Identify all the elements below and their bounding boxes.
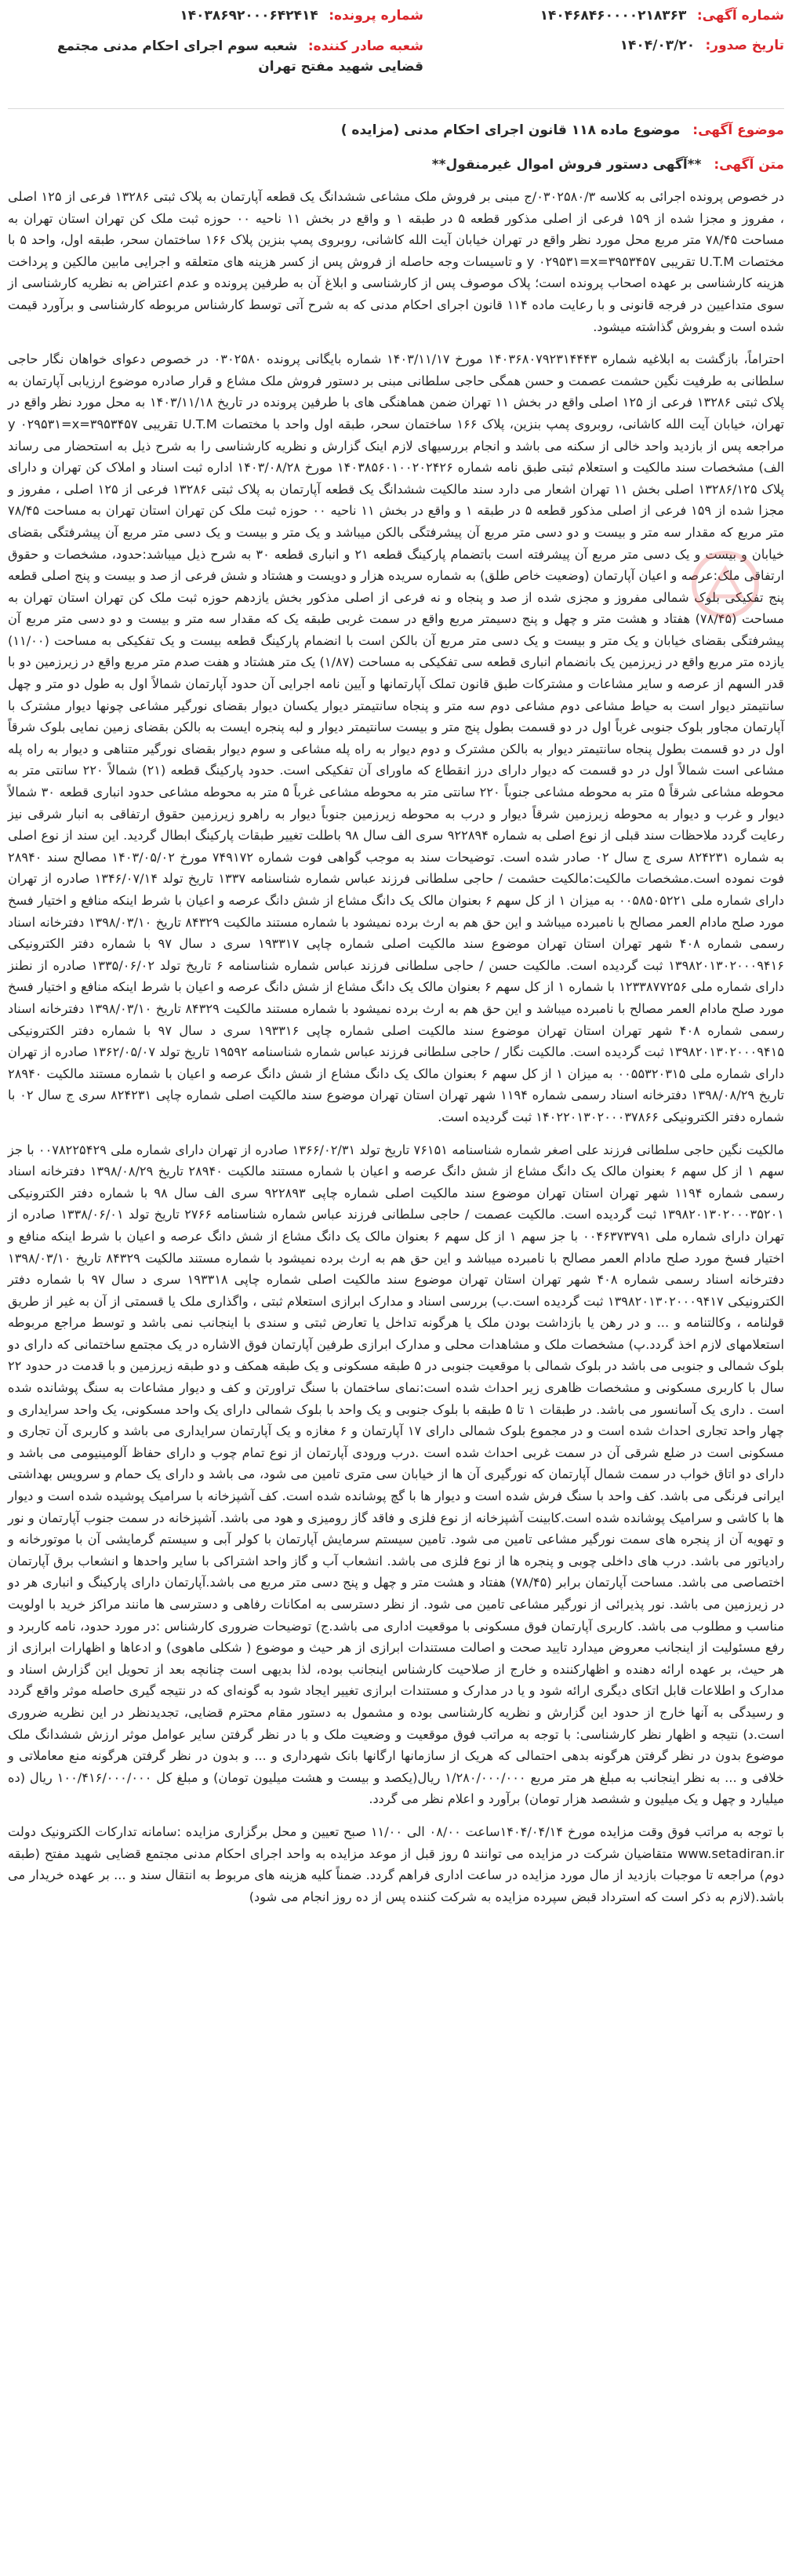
branch-value: شعبه سوم اجرای احکام مدنی مجتمع قضایی شهید مفتح تهران bbox=[56, 38, 423, 75]
ad-text-title: **آگهی دستور فروش اموال غیرمنقول** bbox=[431, 157, 702, 173]
notice-paragraph-1: در خصوص پرونده اجرائی به کلاسه ۰۳۰۲۵۸۰/۳/ج مبنی بر فروش ملک مشاعی ششدانگ یک قطعه آپارتمان به پلاک ثبتی ۱۳۲۸۶ فرعی از ۱۲۵ اصلی ، مفروز و مجزا شده از ۱۵۹ فرعی از اصلی مذکور قطعه ۵ در طبقه ۱ و واقع در بخش ۱۱ ناحیه ۰۰ حوزه ثبت ملک کن تهران استان تهران به مساحت ۷۸/۴۵ متر مربع محل مورد نظر واقع در تهران خیابان آیت الله کاشانی، روبروی پمپ بنزین پلاک ۱۶۶ ساختمان سحر، طبقه اول، واحد ۵ با مختصات U.T.M تقریبی ۳۹۵۳۴۵۷=y ۰۲۹۵۳۱=x و تاسیسات وجه حاصله از فروش پس از کسر هزینه های متعلقه و اجرایی مابین مالکین و پرداخت هزینه کارشناسی بر عهده اصحاب پرونده است؛ پلاک موصوف پس از کارشناسی و ابلاغ آن به طرفین پرونده و عدم اعتراض به نظریه کارشناسی از سوی متداعیین در فرجه قانونی و با رعایت ماده ۱۱۴ قانون اجرای احکام مدنی که به شرح آتی توسط کارشناس مربوطه کارشناسی و برآورد قیمت شده است و بفروش گذاشته میشود. bbox=[8, 189, 784, 334]
ad-text-label: متن آگهی: bbox=[714, 157, 784, 173]
notice-body bbox=[8, 186, 784, 1907]
issue-date-value: ۱۴۰۴/۰۳/۲۰ bbox=[619, 38, 696, 53]
subject-row bbox=[8, 120, 784, 140]
notice-header bbox=[8, 5, 784, 109]
notice-paragraph-2: احتراماً، بازگشت به ابلاغیه شماره ۱۴۰۳۶۸۰۷۹۲۳۱۴۴۴۳ مورخ ۱۴۰۳/۱۱/۱۷ شماره بایگانی پرونده ۰۳۰۲۵۸۰ در خصوص دعوای خواهان نگار حاجی سلطانی به طرفیت نگین حشمت عصمت و حسن همگی حاجی سلطانی مبنی بر دستور فروش ملک مشاع و قرار صادره موضوع ارزیابی آپارتمان به پلاک ثبتی ۱۳۲۸۶ فرعی از ۱۲۵ اصلی واقع در بخش ۱۱ تهران ضمن هماهنگی های با طرفین پرونده در تاریخ ۱۴۰۳/۱۱/۱۸ به محل مورد نظر واقع در تهران، خیابان آیت الله کاشانی، روبروی پمپ بنزین، پلاک ۱۶۶ ساختمان سحر، طبقه اول واحد با مختصات U.T.M تقریبی ۳۹۵۳۴۵۷=y ۰۲۹۵۳۱=x مراجعه پس از بازدید واحد خالی از سکنه می باشد و انجام بررسیهای لازم اینک گزارش و نظریه کارشناسی را به شرح ذیل به استحضار می رساند الف) مشخصات سند مالکیت و استعلام ثبتی طبق نامه شماره ۱۴۰۳۸۵۶۰۱۰۰۲۰۲۴۲۶ مورخ ۱۴۰۳/۰۸/۲۸ اداره ثبت اسناد و املاک کن تهران و دارای پلاک ۱۳۲۸۶/۱۲۵ اصلی بخش ۱۱ تهران اشعار می دارد سند مالکیت ششدانگ یک قطعه آپارتمان به پلاک ثبتی ۱۳۲۸۶ فرعی از ۱۲۵ اصلی ، مفروز و مجزا شده از ۱۵۹ فرعی از اصلی مذکور قطعه ۵ در طبقه ۱ و واقع در بخش ۱۱ ناحیه ۰۰ حوزه ثبت ملک کن تهران استان تهران به مساحت ۷۸/۴۵ متر مربع که مقدار سه متر و بیست و دو دسی متر مربع آن پیشرفتگی بالکن میباشد و یک متر و بیست و یک دسی متر مربع آن پیشرفتگی بقضای خیابان و بیست و یک دسی متر مربع آن پیشرفته است باتضمام پارکینگ قطعه ۲۱ و انباری قطعه ۳۰ به شرح ذیل میباشد:حدود، مشخصات و حقوق ارتفاقی ملک:عرصه و اعیان آپارتمان (وضعیت خاص طلق) به شماره سریده هزار و دویست و هشتاد و شش فرعی از صد و بیست و پنج اصلی قطعه پنج تفکیکی بلوک شمالی مفروز و مجزی شده از صد و پنجاه و نه فرعی از اصلی مذکور بخش یازدهم حوزه ثبت ملک کن تهران استان تهران به مساحت (۷۸/۴۵) هفتاد و هشت متر و چهل و پنج دسیمتر مربع واقع در سمت غربی طبقه یک که مقدار سه متر و بیست و دو دسی متر مربع آن پیشرفتگی بقضای خیابان و یک متر و بیست و یک دسی متر مربع آن بالکن است با انضمام پارکینگ قطعه بیست و یک تفکیکی به مساحت (۱۱/۰۰) یازده متر مربع واقع در زیرزمین یک بانضمام انباری قطعه سی تفکیکی به مساحت (۱/۸۷) یک متر هشتاد و هفت صدم متر مربع واقع در زیرزمین دو با قدر السهم از عرصه و سایر مشاعات و مشترکات طبق قانون تملک آپارتمانها و آیین نامه اجرایی آن حدود آپارتمان شمالاً اول به طول دو متر و چهل سانتیمتر دیوار است به حیاط مشاعی دوم مشاعی دوم سه متر و پنجاه سانتیمتر دیوار یکسان دیوار بقضای نورگیر مشاعی چونها دیوار مشترک با آپارتمان مجاور بلوک جنوبی غرباً اول در دو قسمت بطول پنج متر و بیست سانتیمتر دیوار و لبه پنجره ایست به بالکن بقضای زمین نمایی بلوک شرقاً اول در دو قسمت بطول پنجاه سانتیمتر دیوار به بالکن مشترک و دوم دیوار به راه پله مشاعی و سوم دیوار بقضای نورگیر متناهی و دیوار به راه پله مشاعی است شمالاً اول در دو قسمت که دیوار دارای درز انقطاع که ماورای آن تفکیکی است. حدود پارکینگ قطعه (۲۱) شمالاً ۲۲۰ سانتی متر به محوطه مشاعی شرقاً ۵ متر به محوطه مشاعی جنوباً ۲۲۰ سانتی متر به محوطه مشاعی غرباً ۵ متر به محوطه مشاعی حدود انباری قطعه ۳۰ شمالاً دیوار و غرب و دیوار به محوطه زیرزمین شرقاً دیوار و درب به محوطه زیرزمین جنوباً دیوار به راهرو زیرزمین حقوق ارتفاقی به انبار شرقی نیز رعایت گردد ملاحظات سند قبلی از نوع اصلی به شماره ۹۲۲۸۹۴ سری الف سال ۹۸ باطلت تغییر طبقات پارکینگ ابطال گردید. این سند از نوع اصلی به شماره ۸۲۴۲۳۱ سری ج سال ۰۲ صادر شده است. توضیحات سند به موجب گواهی فوت شماره ۷۴۹۱۷۲ مورخ ۱۴۰۳/۰۵/۰۲ مصالح سند ۲۸۹۴۰ فوت نموده است.مشخصات مالکیت:مالکیت حشمت / حاجی سلطانی فرزند عباس شماره شناسنامه ۱۳۳۷ تاریخ تولد ۱۳۴۶/۰۷/۱۴ صادره از تهران دارای شماره ملی ۰۰۵۸۵۰۵۲۲۱ به میزان ۱ از کل سهم ۶ بعنوان مالک یک دانگ مشاع از شش دانگ عرصه و اعیان با شرط اینکه منافع و اختیار فسخ مورد صلح مادام العمر مصالح با نامبرده میباشد و این حق هم به ارث برده نمیشود با شماره مستند مالکیت ۸۴۳۲۹ تاریخ ۱۳۹۸/۰۳/۱۰ دفترخانه اسناد رسمی شماره ۴۰۸ شهر تهران استان تهران موضوع سند مالکیت اصلی شماره چاپی ۱۹۳۳۱۷ سری د سال ۹۷ با شماره دفتر الکترونیکی ۱۳۹۸۲۰۱۳۰۲۰۰۰۹۴۱۶ ثبت گردیده است. مالکیت حسن / حاجی سلطانی فرزند عباس شماره شناسنامه ۶ تاریخ تولد ۱۳۳۵/۰۶/۰۲ صادره از نطنز دارای شماره ملی ۱۲۳۳۸۷۷۲۵۶ با شماره ۱ از کل سهم ۶ بعنوان مالک یک دانگ مشاع از شش دانگ عرصه و اعیان با شرط اینکه منافع و اختیار فسخ مورد صلح مادام العمر مصالح با نامبرده میباشد و این حق هم به ارث برده نمیشود با شماره مستند مالکیت ۸۴۳۲۹ تاریخ ۱۳۹۸/۰۳/۱۰ دفترخانه اسناد رسمی شماره ۴۰۸ شهر تهران استان تهران موضوع سند مالکیت اصلی شماره چاپی ۱۹۳۳۱۶ سری د سال ۹۷ با شماره دفتر الکترونیکی ۱۳۹۸۲۰۱۳۰۲۰۰۰۹۴۱۵ ثبت گردیده است. مالکیت نگار / حاجی سلطانی فرزند عباس شماره شناسنامه ۱۹۵۹۲ تاریخ تولد ۱۳۶۲/۰۵/۰۷ صادره از تهران دارای شماره ملی ۰۰۵۵۳۲۰۳۱۵ به میزان ۱ از کل سهم ۶ بعنوان مالک یک دانگ مشاع از شش دانگ عرصه و اعیان با شماره مستند مالکیت ۲۸۹۴۰ تاریخ ۱۳۹۸/۰۸/۲۹ دفترخانه اسناد رسمی شماره ۱۱۹۴ شهر تهران استان تهران موضوع سند مالکیت اصلی شماره چاپی ۸۲۴۲۳۱ سری ج سال ۰۲ با شماره دفتر الکترونیکی ۱۴۰۲۲۰۱۳۰۲۰۰۰۳۷۸۶۶ ثبت گردیده است. bbox=[8, 352, 785, 1124]
branch-row bbox=[31, 36, 423, 77]
case-number-value: ۱۴۰۳۸۶۹۲۰۰۰۶۴۲۴۱۴ bbox=[180, 8, 318, 24]
subject-value: موضوع ماده ۱۱۸ قانون اجرای احکام مدنی (مزایده ) bbox=[340, 122, 681, 138]
subject-label: موضوع آگهی: bbox=[692, 122, 784, 138]
watermark-logo-icon bbox=[690, 549, 761, 620]
ad-text-row bbox=[8, 155, 784, 175]
issue-date-row bbox=[620, 36, 784, 55]
case-number-label: شماره پرونده: bbox=[329, 8, 423, 24]
branch-label: شعبه صادر کننده: bbox=[307, 38, 423, 54]
ad-number-row bbox=[540, 6, 784, 25]
notice-paragraph-3: مالکیت نگین حاجی سلطانی فرزند علی اصغر شماره شناسنامه ۷۶۱۵۱ تاریخ تولد ۱۳۶۶/۰۲/۳۱ صادره از تهران دارای شماره ملی ۰۰۷۸۲۲۵۴۲۹ با جز سهم ۱ از کل سهم ۶ بعنوان مالک یک دانگ مشاع از شش دانگ عرصه و اعیان با شماره مستند مالکیت ۲۸۹۴۰ تاریخ ۱۳۹۸/۰۸/۲۹ دفترخانه اسناد رسمی شماره ۱۱۹۴ شهر تهران استان تهران موضوع سند مالکیت اصلی شماره چاپی ۹۲۲۸۹۳ سری الف سال ۹۸ با شماره دفتر الکترونیکی ۱۳۹۸۲۰۱۳۰۲۰۰۰۳۵۲۰۱ ثبت گردیده است. مالکیت عصمت / حاجی سلطانی فرزند عباس شماره شناسنامه ۲۷۶۶ تاریخ تولد ۱۳۳۸/۰۶/۰۱ صادره از تهران دارای شماره ملی ۰۰۴۶۳۷۳۷۹۱ با جز سهم ۱ از کل سهم ۶ بعنوان مالک یک دانگ مشاع از شش دانگ عرصه و اعیان با شرط اینکه منافع و اختیار فسخ مورد صلح مادام العمر مصالح با نامبرده میباشد و این حق هم به ارث برده نمیشود با شماره مستند مالکیت ۸۴۳۲۹ تاریخ ۱۳۹۸/۰۳/۱۰ دفترخانه اسناد رسمی شماره ۴۰۸ شهر تهران استان تهران موضوع سند مالکیت اصلی شماره چاپی ۱۹۳۳۱۸ سری د سال ۹۷ با شماره دفتر الکترونیکی ۱۳۹۸۲۰۱۳۰۲۰۰۰۹۴۱۷ ثبت گردیده است.ب) بررسی اسناد و مدارک ابرازی استعلام ثبتی ، واگذاری ملک یا قسمتی از آن به غیر از طریق قولنامه ، وکالتنامه و ... و در رهن یا بازداشت بودن ملک یا هرگونه تداخل یا تعارض ثبتی و سندی با اینجانب نمی باشد و توسط مراجع مربوطه استعلامهای لازم اخذ گردد.پ) مشخصات ملک و مشاهدات محلی و مدارک ابرازی طرفین آپارتمان فوق الاشاره در یک مجتمع ساختمانی که دارای دو بلوک شمالی و جنوبی می باشد در بلوک شمالی با موقعیت جنوبی در ۵ طبقه مسکونی و یک طبقه همکف و دو طبقه زیرزمین و با قدمت در حدود ۲۲ سال با کاربری مسکونی و مشخصات ظاهری زیر احداث شده است:نمای ساختمان با سنگ تراورتن و کف و دیوار مشاعات به سنگ پوشانده شده است . داری یک آسانسور می باشد. در طبقات ۱ تا ۵ طبقه با بلوک جنوبی و یک واحد با بلوک شمالی دارای یک واحد مسکونی، یک واحد سرایداری و چهار واحد تجاری احداث شده است و در مجموع بلوک شمالی دارای ۱۷ آپارتمان و ۶ مغازه و یک آپارتمان سرایداری می باشد و کاربری آن تجاری و مسکونی است در ضلع شرقی آن در سمت غربی احداث شده است .درب ورودی آپارتمان از نوع تمام چوب و دارای حفاظ آلومینیومی می باشد و دارای دو اتاق خواب در سمت شمال آپارتمان که نورگیری آن ها از خیابان سی متری تامین می شود، می باشد و دارای یک حمام و سرویس بهداشتی ایرانی فرنگی می باشد. کف واحد با سنگ فرش شده است و دیوار ها با گچ پوشانده شده است. کف آشپزخانه با سرامیک پوشیده شده است و دیوار ها با کاشی و سرامیک پوشانده شده است.کابینت آشپزخانه از نوع فلزی و فاقد گاز رومیزی و هود می باشد. آشپزخانه در سمت جنوب آپارتمان و نور و تهویه آن از پنجره های سمت نورگیر مشاعی تامین می شود. تامین سیستم سرمایش آپارتمان با کولر آبی و سیستم گرمایشی آن با موتورخانه و رادیاتور می باشد. درب های داخلی چوبی و پنجره ها از نوع فلزی می باشد. انشعاب آب و گاز واحد اشتراکی با سایر واحدها و انشعاب برق آپارتمان اختصاصی می باشد. مساحت آپارتمان برابر (۷۸/۴۵) هفتاد و هشت متر و چهل و پنج دسی متر مربع می باشد.آپارتمان دارای پارکینگ و انباری هر دو در زیرزمین می باشد. نور پذیرائی از نورگیر مشاعی تامین می شود. از نظر دسترسی به امکانات رفاهی و دسترسی ها مانند مراکز خرید با اولویت مناسب و مطلوب می باشد. کاربری آپارتمان فوق مسکونی با موقعیت اداری می باشد.ج) توضیحات ضروری کارشناس :در مورد حدود، نامه کاربرد و رفع مسئولیت از اینجانب معروض میدارد تایید صحت و اصالت مستندات ابرازی از هر حیث و موضوع ( شکلی ماهوی) و ادعاها و اظهارات ابرازی از هر حیث، بر عهده ارائه دهنده و اظهارکننده و خارج از صلاحیت کارشناس اینجانب بوده، لذا بدیهی است چنانچه بعد از تحویل این گزارش اسناد و مدارک و اطلاعات قابل اتکای دیگری ارائه شود و یا در مدارک و مستندات ابرازی تغییر ایجاد شود به گونه‌ای که در نتیجه گیری حاصله موثر واقع گردد و رسیدگی به آنها خارج از حدود این گزارش و نظریه کارشناسی بوده و مشمول به دستور مقام محترم قضایی، تجدیدنظر در این نظریه ضروری است.د) نتیجه و اظهار نظر کارشناسی: با توجه به مراتب فوق موقعیت و وضعیت ملک و با در نظر گرفتن سایر عوامل موثر ارزش ششدانگ ملک موضوع بدون در نظر گرفتن هرگونه بدهی احتمالی که هریک از سازمانها ارگانها بانک شهرداری و ... و بدون در نظر گرفتن هرگونه منع معاملاتی و خلافی و ... به نظر اینجانب به مبلغ هر متر مربع ۱/۲۸۰/۰۰۰/۰۰۰ ریال(یکصد و بیست و هشت میلیون تومان) و مبلغ کل ۱۰۰/۴۱۶/۰۰۰/۰۰۰ ریال (ده میلیارد و چهل و یک میلیون و ششصد هزار تومان) برآورد و اعلام نظر می گردد. bbox=[8, 1142, 785, 1807]
notice-paragraph-4: با توجه به مراتب فوق وقت مزایده مورخ ۱۴۰۴/۰۴/۱۴ساعت ۰۸/۰۰ الی ۱۱/۰۰ صبح تعیین و محل برگزاری مزایده :سامانه تدارکات الکترونیک دولت www.setadiran.ir متقاضیان شرکت در مزایده می توانند ۵ روز قبل از موعد مزایده به واحد اجرای احکام مدنی مجتمع قضایی شهید مفتح (طبقه دوم) مراجعه تا موجبات بازدید از مال مورد مزایده در ساعت اداری فراهم گردد. ضمناً کلیه هزینه های مربوط به انتقال سند و ... بر عهده خریدار می باشد.(لازم به ذکر است که استرداد قبض سپرده مزایده به شرکت کننده پس از ده روز انجام می شود) bbox=[8, 1824, 785, 1904]
issue-date-label: تاریخ صدور: bbox=[705, 38, 784, 53]
case-number-row bbox=[180, 6, 423, 25]
ad-number-label: شماره آگهی: bbox=[696, 8, 784, 24]
ad-number-value: ۱۴۰۴۶۸۴۶۰۰۰۰۲۱۸۳۶۳ bbox=[540, 8, 687, 24]
